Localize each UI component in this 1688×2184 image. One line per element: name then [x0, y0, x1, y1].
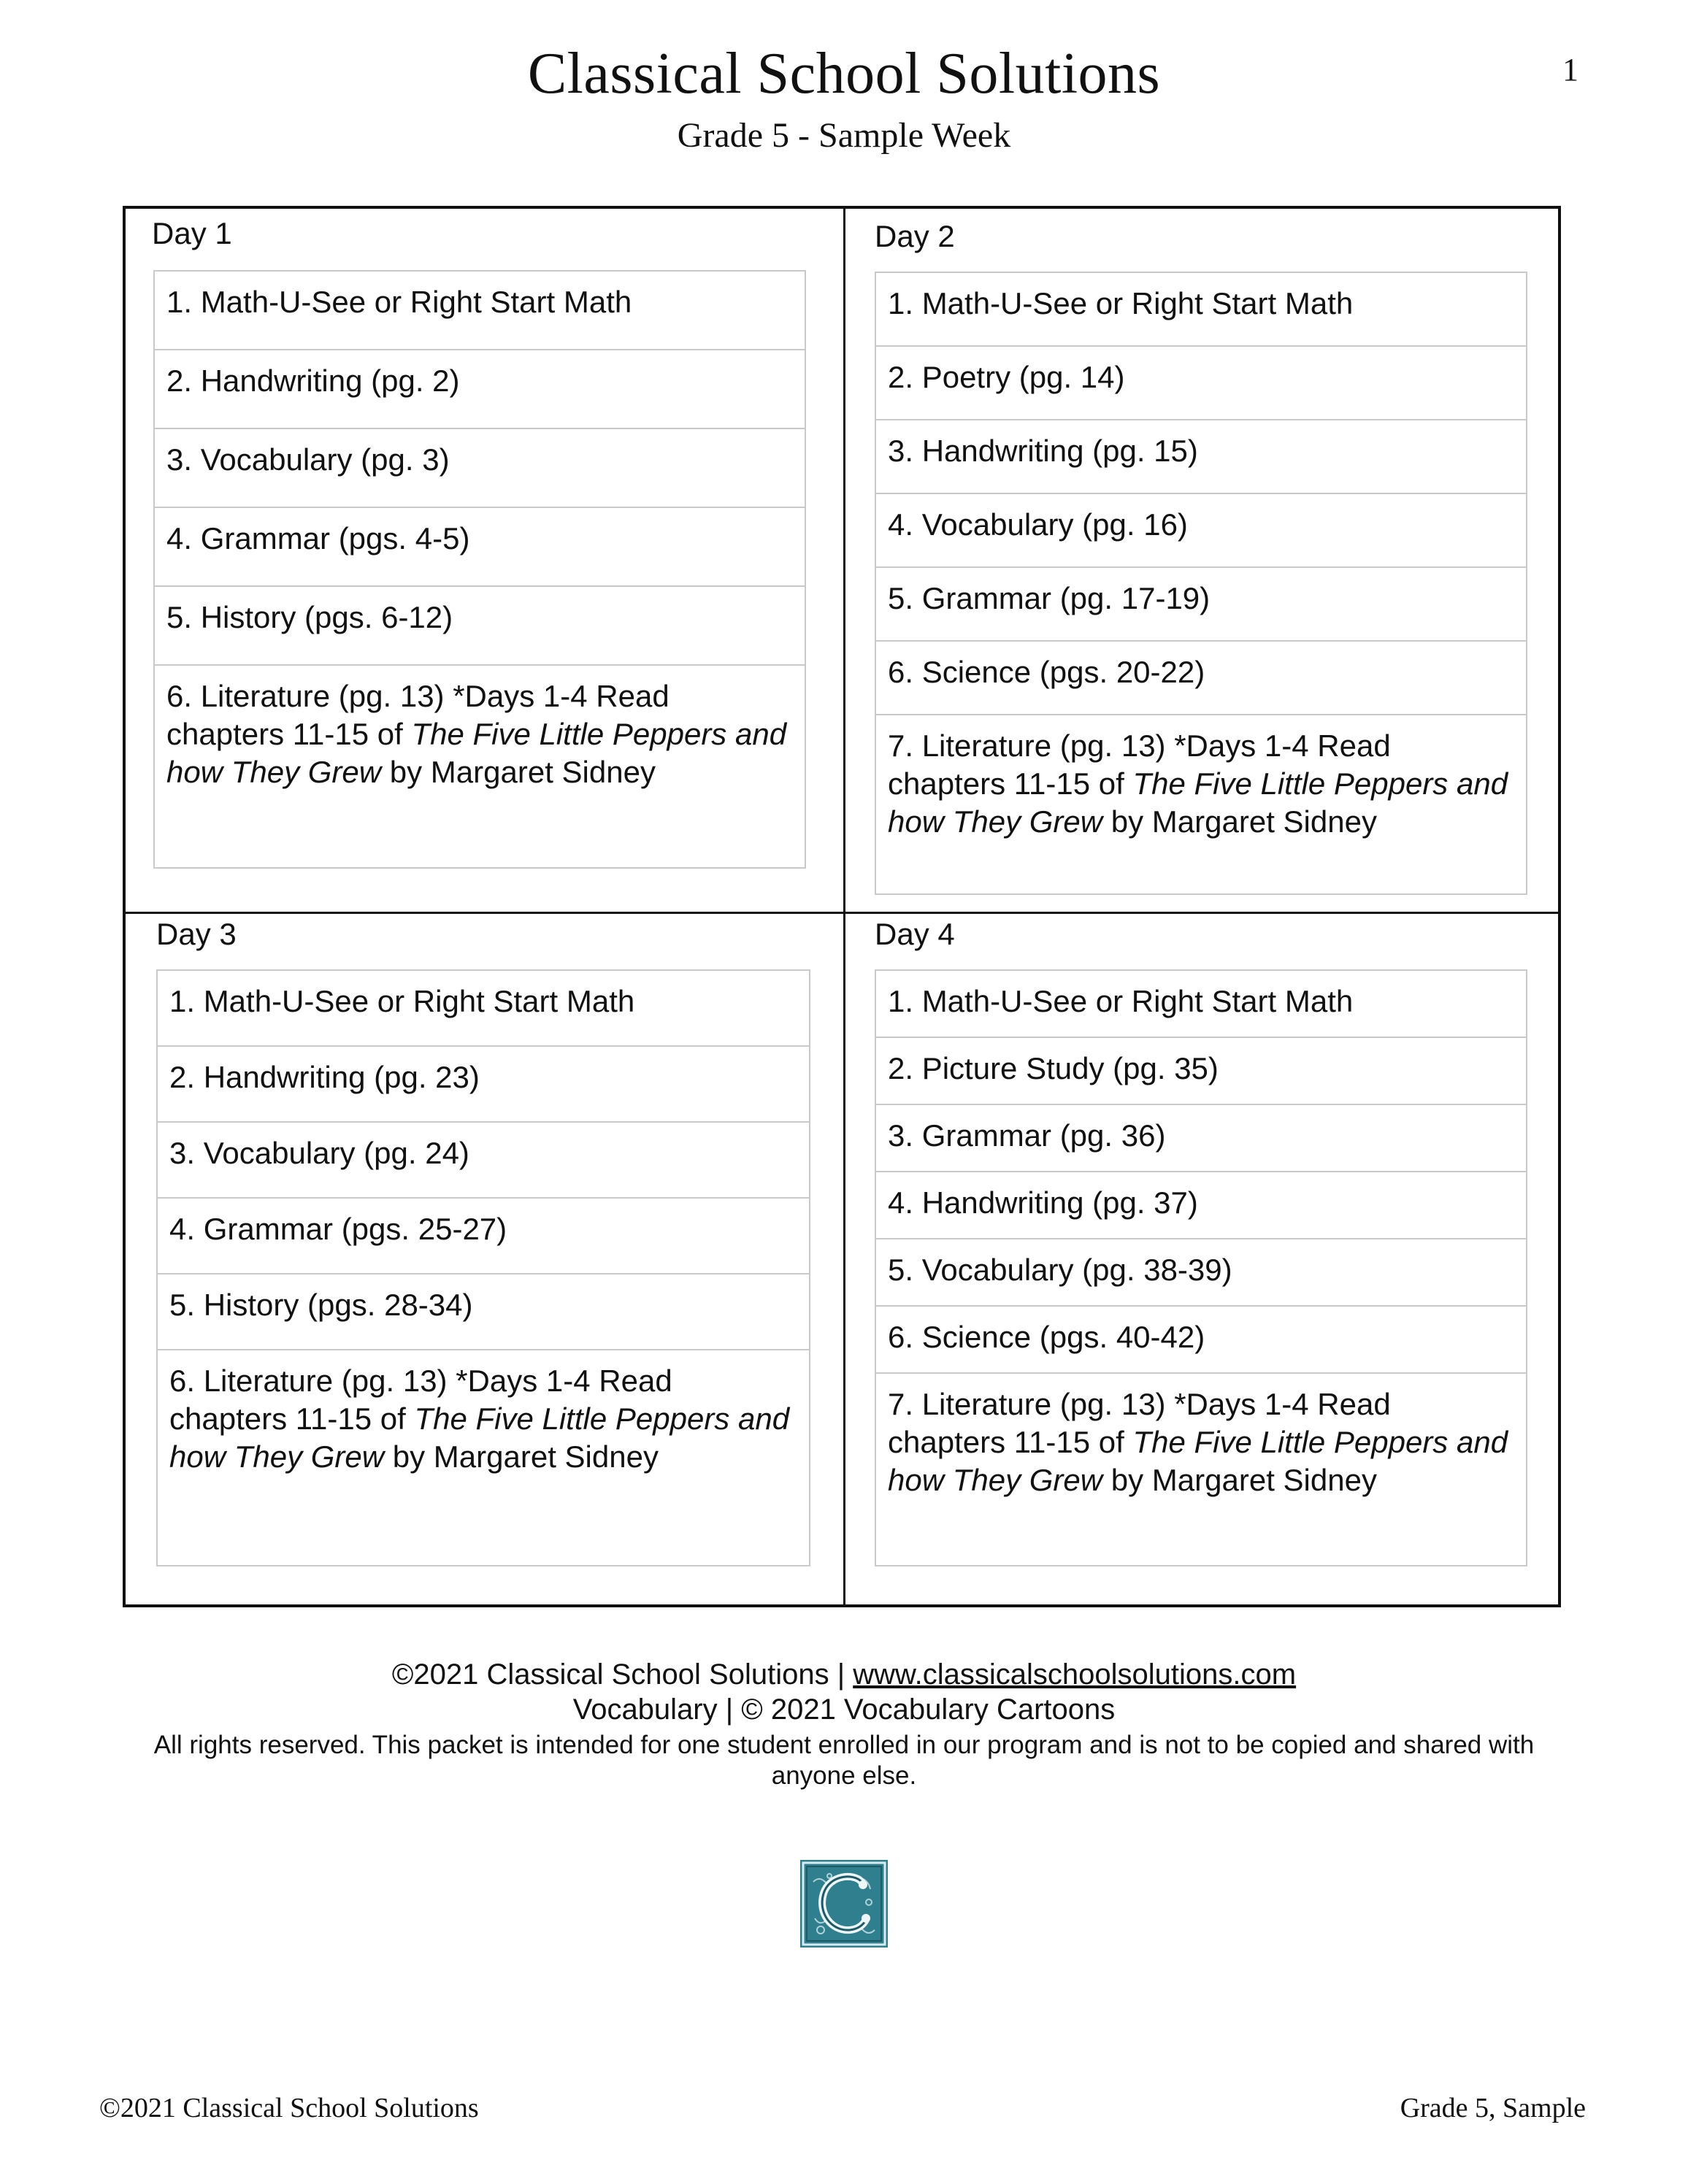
page-subtitle: Grade 5 - Sample Week — [677, 116, 1011, 155]
day-1-label: Day 1 — [152, 216, 232, 250]
ornamental-c-logo-icon — [800, 1860, 888, 1947]
task-item-literature — [155, 666, 805, 867]
literature-text: 7. Literature (pg. 13) *Days 1-4 Read chapters 11-15 of — [888, 728, 1391, 801]
task-item: 1. Math-U-See or Right Start Math — [158, 971, 809, 1047]
task-item: 5. Grammar (pg. 17-19) — [876, 568, 1526, 642]
literature-author: by Margaret Sidney — [1102, 804, 1377, 839]
footer-grade-label: Grade 5, Sample — [1400, 2093, 1586, 2123]
schedule-grid — [123, 206, 1561, 1607]
task-item: 4. Grammar (pgs. 4-5) — [155, 508, 805, 587]
task-item: 3. Handwriting (pg. 15) — [876, 420, 1526, 494]
grid-vertical-divider — [843, 209, 845, 1604]
task-item: 5. Vocabulary (pg. 38-39) — [876, 1239, 1526, 1307]
book-title: The Five Little Peppers and how They Grew — [888, 1425, 1508, 1497]
task-item: 6. Science (pgs. 20-22) — [876, 642, 1526, 715]
literature-text: 6. Literature (pg. 13) *Days 1-4 Read chapters 11-15 of — [169, 1364, 672, 1436]
literature-text: 7. Literature (pg. 13) *Days 1-4 Read chapters 11-15 of — [888, 1387, 1391, 1459]
copyright-text: ©2021 Classical School Solutions | — [391, 1658, 853, 1691]
task-item: 1. Math-U-See or Right Start Math — [876, 971, 1526, 1038]
rights-notice: All rights reserved. This packet is intended for one student enrolled in our program and is not to be copied and shared with anyone else. — [153, 1731, 1535, 1790]
page-title: Classical School Solutions — [527, 42, 1161, 106]
task-item: 5. History (pgs. 28-34) — [158, 1274, 809, 1350]
footer-notice — [0, 1657, 1688, 1791]
day-2-task-list — [875, 272, 1527, 895]
day-1-task-list — [153, 270, 806, 869]
task-item: 2. Handwriting (pg. 2) — [155, 350, 805, 429]
task-item: 4. Grammar (pgs. 25-27) — [158, 1199, 809, 1274]
literature-author: by Margaret Sidney — [384, 1439, 659, 1474]
website-link[interactable]: www.classicalschoolsolutions.com — [853, 1658, 1297, 1691]
literature-author: by Margaret Sidney — [381, 755, 656, 789]
task-item-literature — [158, 1350, 809, 1565]
grid-horizontal-divider — [126, 912, 1558, 914]
day-3-label: Day 3 — [156, 917, 237, 951]
task-item: 2. Handwriting (pg. 23) — [158, 1047, 809, 1123]
task-item-literature — [876, 1374, 1526, 1565]
task-item: 6. Science (pgs. 40-42) — [876, 1307, 1526, 1374]
literature-text: 6. Literature (pg. 13) *Days 1-4 Read chapters 11-15 of — [166, 679, 670, 751]
book-title: The Five Little Peppers and how They Grew — [169, 1401, 790, 1474]
day-4-label: Day 4 — [875, 917, 955, 951]
task-item: 1. Math-U-See or Right Start Math — [155, 272, 805, 350]
task-item: 3. Grammar (pg. 36) — [876, 1105, 1526, 1172]
task-item: 2. Poetry (pg. 14) — [876, 347, 1526, 420]
day-2-label: Day 2 — [875, 219, 955, 253]
task-item: 5. History (pgs. 6-12) — [155, 587, 805, 666]
task-item: 3. Vocabulary (pg. 3) — [155, 429, 805, 508]
task-item: 4. Vocabulary (pg. 16) — [876, 494, 1526, 568]
vocabulary-credit: Vocabulary | © 2021 Vocabulary Cartoons — [572, 1693, 1116, 1726]
page-number: 1 — [1562, 52, 1578, 88]
book-title: The Five Little Peppers and how They Grew — [888, 766, 1508, 839]
task-item: 2. Picture Study (pg. 35) — [876, 1038, 1526, 1105]
task-item: 3. Vocabulary (pg. 24) — [158, 1123, 809, 1199]
day-4-task-list — [875, 969, 1527, 1566]
day-3-task-list — [156, 969, 810, 1566]
task-item: 4. Handwriting (pg. 37) — [876, 1172, 1526, 1239]
footer-copyright: ©2021 Classical School Solutions — [99, 2093, 479, 2123]
task-item-literature — [876, 715, 1526, 893]
literature-author: by Margaret Sidney — [1102, 1463, 1377, 1497]
task-item: 1. Math-U-See or Right Start Math — [876, 273, 1526, 347]
copyright-line — [0, 1657, 1688, 1692]
book-title: The Five Little Peppers and how They Grew — [166, 717, 787, 789]
